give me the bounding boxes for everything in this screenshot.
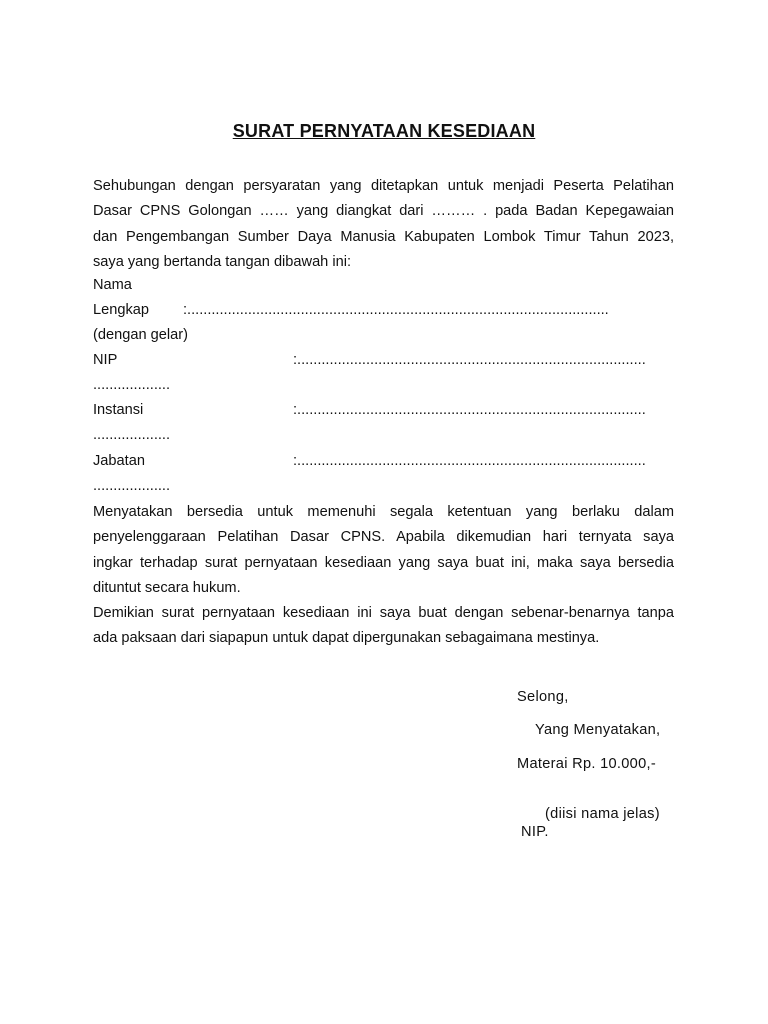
instansi-label: Instansi bbox=[93, 402, 144, 418]
intro-line: Sehubungan dengan persyaratan yang ditetapkan untuk menjadi Peserta Pelatihan bbox=[93, 178, 674, 194]
signature-place: Selong, bbox=[517, 689, 569, 705]
signature-stamp: Materai Rp. 10.000,- bbox=[517, 756, 657, 772]
closing-paragraph bbox=[93, 601, 674, 652]
lengkap-label: Lengkap bbox=[93, 302, 149, 318]
nip-field-dots-cont: ................... bbox=[93, 377, 171, 393]
nip-label: NIP bbox=[93, 352, 118, 368]
statement-paragraph bbox=[93, 500, 674, 602]
gelar-label: (dengan gelar) bbox=[93, 327, 188, 343]
intro-line: dan Pengembangan Sumber Daya Manusia Kabupaten Lombok Timur Tahun 2023, bbox=[93, 228, 674, 245]
nama-field-dots: :........................................................................................................ bbox=[183, 302, 609, 318]
document-title: SURAT PERNYATAAN KESEDIAAN bbox=[232, 121, 536, 141]
instansi-field-dots: :...................................................................................... bbox=[293, 402, 646, 418]
nama-label: Nama bbox=[93, 277, 132, 293]
signature-signer: Yang Menyatakan, bbox=[535, 722, 661, 738]
jabatan-field-dots: :...................................................................................... bbox=[293, 453, 646, 469]
closing-line: ada paksaan dari siapapun untuk dapat dipergunakan sebagaimana mestinya. bbox=[93, 630, 600, 647]
statement-line: Menyatakan bersedia untuk memenuhi segala ketentuan yang berlaku dalam bbox=[93, 504, 674, 520]
jabatan-label: Jabatan bbox=[93, 453, 145, 469]
instansi-field-dots-cont: ................... bbox=[93, 427, 171, 443]
signature-name-hint: (diisi nama jelas) bbox=[545, 806, 660, 822]
closing-line: Demikian surat pernyataan kesediaan ini saya buat dengan sebenar-benarnya tanpa bbox=[93, 605, 674, 621]
jabatan-field-dots-cont: ................... bbox=[93, 478, 171, 494]
statement-line: dituntut secara hukum. bbox=[93, 580, 241, 597]
statement-line: ingkar terhadap surat pernyataan kesediaan yang saya buat ini, maka saya bersedia bbox=[93, 554, 674, 571]
intro-line: saya yang bertanda tangan dibawah ini: bbox=[93, 254, 352, 271]
statement-line: penyelenggaraan Pelatihan Dasar CPNS. Apabila dikemudian hari ternyata saya bbox=[93, 529, 674, 546]
nip-field-dots: :...................................................................................... bbox=[293, 352, 646, 368]
intro-line: Dasar CPNS Golongan …… yang diangkat dari ……… . pada Badan Kepegawaian bbox=[93, 203, 674, 220]
signature-nip: NIP. bbox=[521, 824, 549, 840]
intro-paragraph bbox=[93, 174, 674, 276]
